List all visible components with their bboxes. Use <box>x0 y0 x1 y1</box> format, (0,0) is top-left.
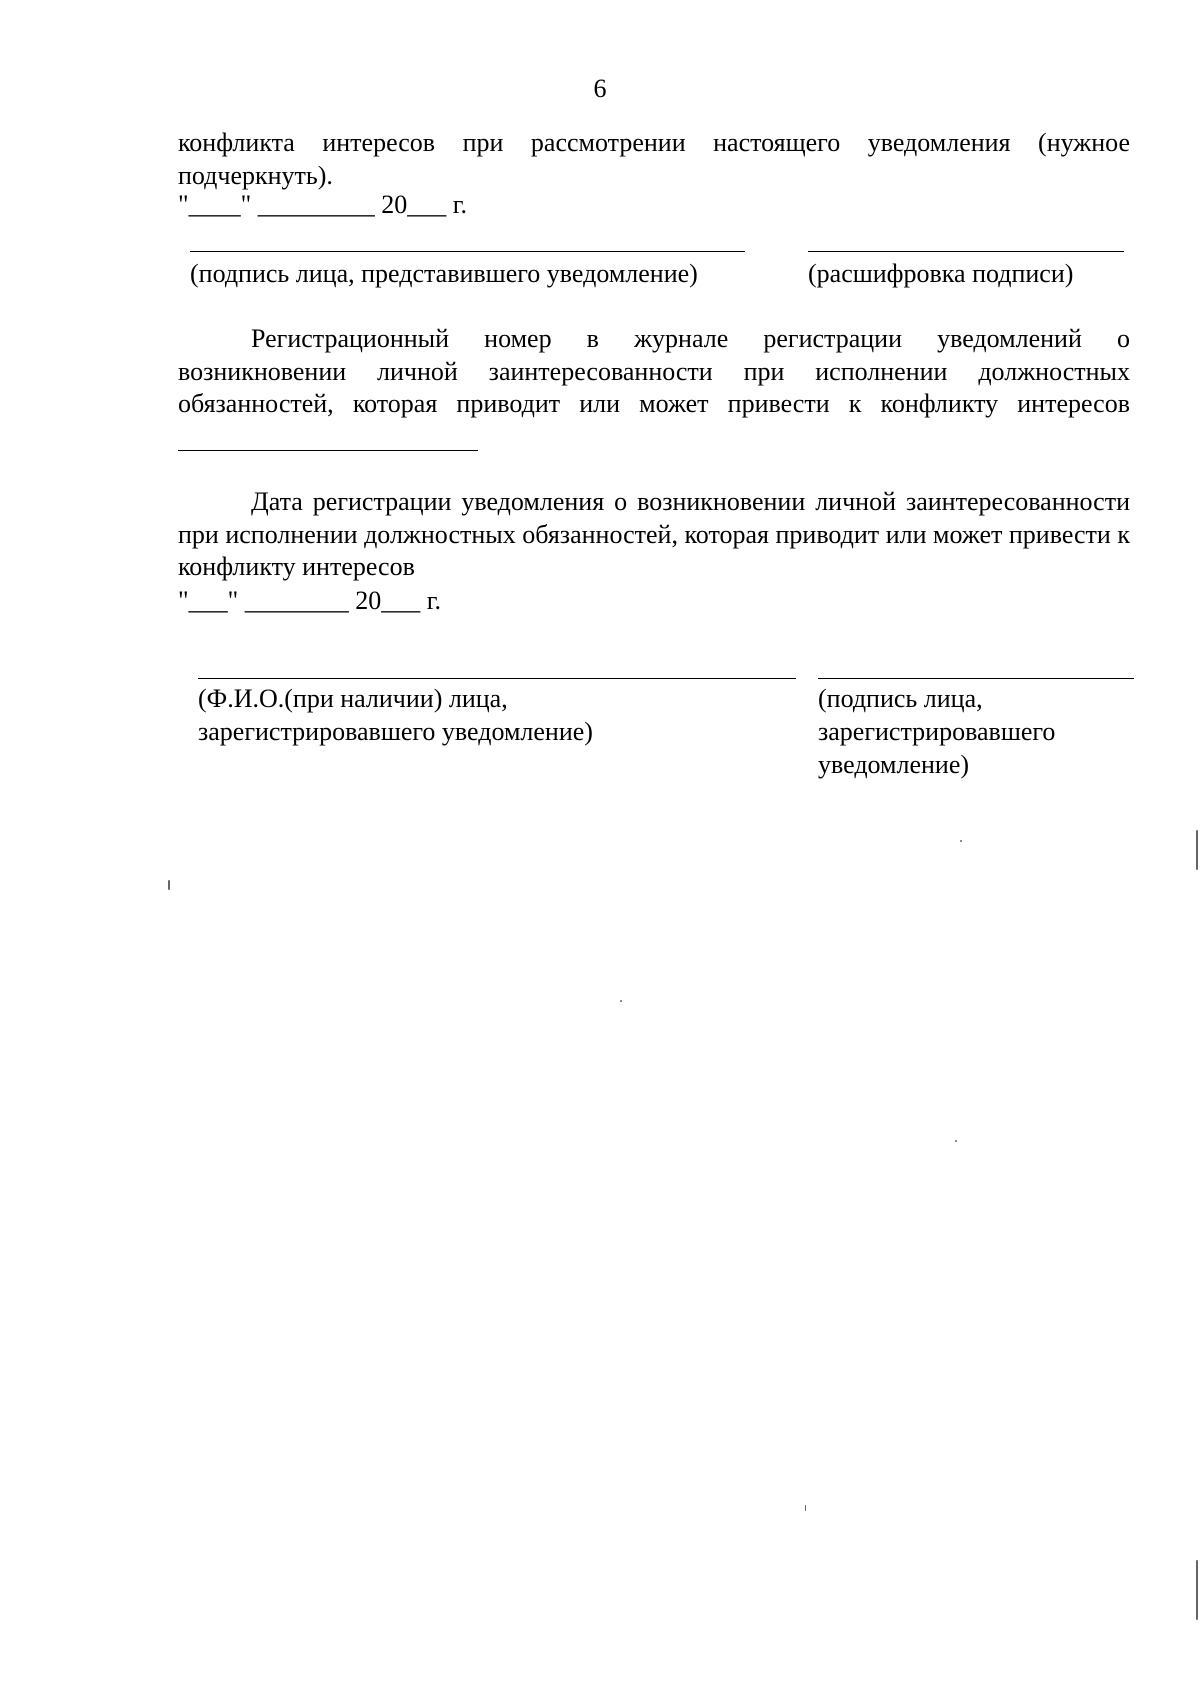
signature-rule-right-2 <box>818 678 1134 679</box>
caption-line: (подпись лица, <box>818 684 983 713</box>
date-line-2: "___" ________ 20___ г. <box>178 586 441 615</box>
signature-rule-left-1 <box>190 251 745 252</box>
page-number: 6 <box>593 74 607 103</box>
scan-speck <box>168 880 170 890</box>
scan-speck <box>1196 830 1198 870</box>
caption-line: (Ф.И.О.(при наличии) лица, <box>198 684 508 713</box>
scan-speck <box>1196 1560 1198 1620</box>
registration-number-paragraph: Регистрационный номер в журнале регистрации уведомлений о возникновении личной заинтересованности при исполнении должностных обязанностей, которая приводит или может привести к конфликту интересов <box>178 324 1130 418</box>
scan-speck <box>960 840 962 842</box>
caption-line: зарегистрировавшего <box>818 717 1056 746</box>
scan-speck <box>805 1505 806 1511</box>
date-line-1: "____" _________ 20___ г. <box>178 190 467 219</box>
signature-rule-left-2 <box>198 678 796 679</box>
scan-speck <box>955 1140 957 1142</box>
scan-speck <box>620 1000 622 1002</box>
caption-line: уведомление) <box>818 750 970 779</box>
caption-line: зарегистрировавшего уведомление) <box>198 717 593 746</box>
signature-caption-right-1: (расшифровка подписи) <box>808 259 1074 288</box>
registration-date-paragraph: Дата регистрации уведомления о возникновении личной заинтересованности при исполнении должностных обязанностей, которая приводит или может привести к конфликту интересов <box>178 487 1130 581</box>
top-paragraph: конфликта интересов при рассмотрении настоящего уведомления (нужное подчеркнуть). <box>178 128 1130 190</box>
registration-number-rule <box>178 450 478 451</box>
signature-caption-left-1: (подпись лица, представившего уведомление) <box>190 259 698 288</box>
signature-rule-right-1 <box>808 251 1124 252</box>
